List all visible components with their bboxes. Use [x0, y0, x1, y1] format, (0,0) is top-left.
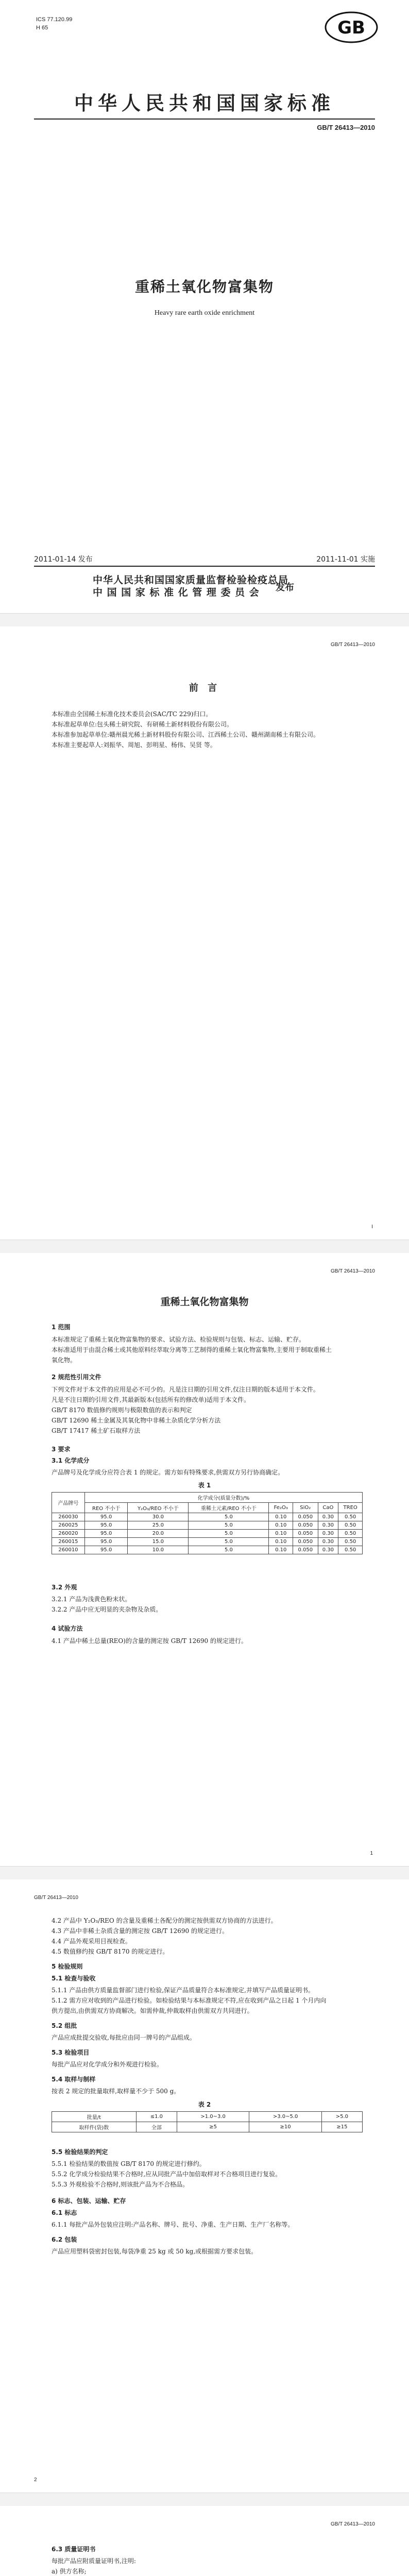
table-cell: 95.0: [84, 1546, 127, 1554]
issuers: [93, 574, 288, 599]
table-cell: 0.10: [269, 1538, 293, 1546]
table-cell: 5.0: [189, 1521, 269, 1530]
section-heading: 3 要求: [52, 1446, 71, 1453]
body-line: 产品牌号及化学成分应符合表 1 的规定。需方如有特殊要求,供需双方另行协商确定。: [52, 1469, 284, 1476]
section-body: [52, 1985, 363, 2016]
table-cell: 0.050: [293, 1513, 318, 1521]
cover-rule-bottom: [34, 566, 375, 567]
table-cell: 0.050: [293, 1530, 318, 1538]
table-cell: 0.050: [293, 1538, 318, 1546]
table-cell: 0.10: [269, 1546, 293, 1554]
running-head: GB/T 26413—2010: [331, 1268, 375, 1274]
running-head: GB/T 26413—2010: [331, 2521, 375, 2527]
composition-table: [52, 1492, 363, 1554]
foreword-page: [0, 626, 409, 1240]
section-body: [52, 1467, 363, 1478]
table-cell: ≥5: [177, 2122, 249, 2132]
page-separator: [0, 1240, 409, 1254]
body-line: 供方提出,由供需双方协商解决。如需仲裁,仲裁取样由供需双方共同进行。: [52, 2007, 253, 2014]
body-line: GB/T 12690 稀土金属及其氧化物中非稀土杂质化学分析方法: [52, 1417, 221, 1424]
body-line: 产品应用塑料袋密封包装,每袋净重 25 kg 或 50 kg,或根据需方要求包装。: [52, 2248, 258, 2255]
subsection-heading: 6.3 质量证明书: [52, 2546, 96, 2553]
issuer-2: 中 国 国 家 标 准 化 管 理 委 员 会: [93, 587, 260, 598]
sampling-table: [52, 2111, 363, 2132]
table-cell: 95.0: [84, 1513, 127, 1521]
table-cell: 0.50: [338, 1513, 363, 1521]
table-caption: 表 1: [198, 1482, 211, 1489]
content-page-2: [0, 1879, 409, 2493]
foreword-para: 本标准起草单位:包头稀土研究院、有研稀土新材料股份有限公司。: [52, 721, 233, 728]
subsection-heading: 3.1 化学成分: [52, 1457, 90, 1464]
body-line: 凡是不注日期的引用文件,其最新版本(包括所有的修改单)适用于本文件。: [52, 1396, 250, 1403]
section-body: [52, 2159, 363, 2190]
section-body: [52, 2086, 363, 2096]
body-line: 4.5 数值修约按 GB/T 8170 的规定进行。: [52, 1948, 169, 1955]
page-separator: [0, 1866, 409, 1880]
table-cell: 0.10: [269, 1513, 293, 1521]
table-cell: 0.30: [318, 1513, 338, 1521]
table-row: [52, 1530, 363, 1538]
table-cell: 260015: [52, 1538, 85, 1546]
table-cell: 0.30: [318, 1538, 338, 1546]
table-cell: 0.050: [293, 1521, 318, 1530]
subsection-heading: 5.1 检查与验收: [52, 1975, 96, 1982]
table-cell: 25.0: [128, 1521, 189, 1530]
implement-date: 2011-11-01 实施: [316, 555, 375, 564]
body-line: 下列文件对于本文件的应用是必不可少的。凡是注日期的引用文件,仅注日期的版本适用于本文件。: [52, 1386, 319, 1393]
body-line: 4.2 产品中 Y₂O₃/REO 的含量及重稀土各配分的测定按供需双方协商的方法进行。: [52, 1917, 277, 1924]
table-header: TREO: [338, 1503, 363, 1513]
subsection-heading: 5.2 组批: [52, 2022, 77, 2029]
running-head: GB/T 26413—2010: [34, 1895, 78, 1901]
body-line: 每批产品应附质量证明书,注明:: [52, 2557, 136, 2565]
page-number: 2: [34, 2477, 37, 2483]
body-line: 氧化物。: [52, 1357, 77, 1364]
body-line: GB/T 8170 数值修约规则与极限数值的表示和判定: [52, 1406, 192, 1414]
ccs-code: H 65: [36, 25, 48, 31]
page-title: 重稀土氧化物富集物: [160, 1296, 249, 1308]
ics-code: ICS 77.120.99: [36, 16, 73, 23]
body-line: 4.4 产品外观采用目视检查。: [52, 1938, 131, 1945]
table-header: >3.0~5.0: [249, 2112, 321, 2122]
body-line: 3.2.2 产品中应无明显的夹杂物及杂质。: [52, 1606, 162, 1613]
document-title-en: Heavy rare earth oxide enrichment: [154, 309, 255, 317]
table-cell: 95.0: [84, 1521, 127, 1530]
document-title-cn: 重稀土氧化物富集物: [134, 278, 274, 295]
page-number: 1: [370, 1851, 373, 1856]
table-cell: 95.0: [84, 1538, 127, 1546]
list-item: a) 供方名称;: [52, 2568, 87, 2575]
body-line: 按表 2 规定的批量取样,取样量不少于 500 g。: [52, 2088, 180, 2095]
body-line: GB/T 17417 稀土矿石取样方法: [52, 1427, 141, 1434]
table-cell: 5.0: [189, 1538, 269, 1546]
section-body: [52, 1594, 363, 1615]
standard-name: 中华人民共和国国家标准: [74, 92, 335, 114]
table-cell: 0.10: [269, 1521, 293, 1530]
foreword-body: [52, 709, 363, 750]
table-row: [52, 1546, 363, 1554]
gb-logo-icon: [325, 11, 378, 43]
table-row: [52, 1538, 363, 1546]
table-cell: 0.50: [338, 1546, 363, 1554]
body-line: 5.1.2 需方应对收到的产品进行检验。如检验结果与本标准规定不符,应在收到产品之日起 1 个月内向: [52, 1997, 327, 2004]
section-body: [52, 2219, 363, 2230]
section-body: [52, 2032, 363, 2043]
section-heading: 2 规范性引用文件: [52, 1374, 101, 1381]
issue-word: 发布: [276, 582, 294, 593]
table-row: [52, 2122, 363, 2132]
table-cell: ≥10: [249, 2122, 321, 2132]
table-row: [52, 1513, 363, 1521]
table-cell: 15.0: [128, 1538, 189, 1546]
table-cell: 0.50: [338, 1538, 363, 1546]
table-cell: 260010: [52, 1546, 85, 1554]
table-cell: 20.0: [128, 1530, 189, 1538]
table-header: Y₂O₃/REO 不小于: [128, 1503, 189, 1513]
table-cell: 0.50: [338, 1521, 363, 1530]
subsection-heading: 5.5 检验结果的判定: [52, 2148, 108, 2156]
section-heading: 5 检验规则: [52, 1963, 83, 1970]
body-line: 产品应成批提交验收,每批应由同一牌号的产品组成。: [52, 2034, 196, 2041]
table-cell: 取样件(袋)数: [52, 2122, 137, 2132]
table-cell: 5.0: [189, 1546, 269, 1554]
body-line: 5.5.2 化学成分检验结果不合格时,应从同批产品中加倍取样对不合格项目进行复验。: [52, 2171, 282, 2178]
table-row: [52, 1521, 363, 1530]
body-line: 4.3 产品中非稀土杂质含量的测定按 GB/T 12690 的规定进行。: [52, 1927, 228, 1935]
subsection-heading: 5.4 取样与制样: [52, 2076, 96, 2083]
table-header: 化学成分(质量分数)/%: [84, 1493, 362, 1503]
body-line: 每批产品应对化学成分和外观进行检验。: [52, 2061, 163, 2068]
table-cell: 260030: [52, 1513, 85, 1521]
body-line: 本标准适用于由混合稀土或其他原料经萃取分离等工艺制得的重稀土氧化物富集物,主要用于制取重稀土: [52, 1346, 332, 1353]
classification-codes: [36, 15, 72, 32]
table-header: 重稀土元素/REO 不小于: [189, 1503, 269, 1513]
cover-page: [0, 0, 409, 613]
body-line: 4.1 产品中稀土总量(REO)的含量的测定按 GB/T 12690 的规定进行。: [52, 1637, 247, 1645]
subsection-heading: 5.3 检验项目: [52, 2049, 90, 2056]
subsection-heading: 6.2 包装: [52, 2236, 77, 2243]
content-page-3: [0, 2506, 409, 2576]
section-heading: 1 范围: [52, 1324, 71, 1331]
table-cell: 0.050: [293, 1546, 318, 1554]
table-header: 产品牌号: [52, 1493, 85, 1513]
page-separator: [0, 613, 409, 628]
table-cell: 0.30: [318, 1521, 338, 1530]
table-cell: 0.30: [318, 1546, 338, 1554]
section-body: [52, 1916, 363, 1957]
section-body: [52, 2059, 363, 2070]
table-cell: 0.50: [338, 1530, 363, 1538]
body-line: 5.5.3 外观检验不合格时,则该批产品为不合格品。: [52, 2181, 189, 2188]
section-body: [52, 1636, 363, 1646]
table-cell: 0.10: [269, 1530, 293, 1538]
table-header: CaO: [318, 1503, 338, 1513]
content-page-1: [0, 1253, 409, 1866]
table-cell: 0.30: [318, 1530, 338, 1538]
foreword-title: 前 言: [189, 683, 220, 693]
table-cell: 260020: [52, 1530, 85, 1538]
subsection-heading: 6.1 标志: [52, 2209, 77, 2216]
table-header: SiO₂: [293, 1503, 318, 1513]
running-head: GB/T 26413—2010: [331, 642, 375, 648]
table-cell: 95.0: [84, 1530, 127, 1538]
standard-code: GB/T 26413—2010: [317, 124, 375, 131]
table-cell: ≥15: [321, 2122, 362, 2132]
foreword-para: 本标准参加起草单位:赣州晨光稀土新材料股份有限公司、江西稀土公司、赣州湖南稀土有限公司。: [52, 731, 320, 738]
body-line: 本标准规定了重稀土氧化物富集物的要求、试验方法、检验规则与包装、标志、运输、贮存。: [52, 1336, 305, 1343]
publish-date: 2011-01-14 发布: [34, 555, 93, 564]
table-header: Fe₂O₃: [269, 1503, 293, 1513]
table-header: >1.0~3.0: [177, 2112, 249, 2122]
table-cell: 10.0: [128, 1546, 189, 1554]
section-heading: 4 试验方法: [52, 1625, 83, 1632]
subsection-heading: 3.2 外观: [52, 1584, 77, 1591]
foreword-para: 本标准由全国稀土标准化技术委员会(SAC/TC 229)归口。: [52, 710, 212, 718]
body-line: 3.2.1 产品为浅黄色粉末状。: [52, 1596, 131, 1603]
table-header: REO 不小于: [84, 1503, 127, 1513]
table-caption: 表 2: [198, 2101, 211, 2108]
section-heading: 6 标志、包装、运输、贮存: [52, 2197, 126, 2205]
foreword-para: 本标准主要起草人:刘振华、周旭、彭明星、杨伟、吴贤 等。: [52, 741, 216, 749]
table-cell: 全部: [136, 2122, 177, 2132]
table-cell: 260025: [52, 1521, 85, 1530]
svg-text:GB: GB: [337, 18, 365, 38]
table-header: 批量/t: [52, 2112, 137, 2122]
table-header: >5.0: [321, 2112, 362, 2122]
section-body: [52, 1384, 363, 1436]
section-body: [52, 1334, 363, 1365]
page-separator: [0, 2493, 409, 2507]
table-cell: 5.0: [189, 1513, 269, 1521]
table-cell: 5.0: [189, 1530, 269, 1538]
cover-rule-top: [34, 118, 375, 120]
table-cell: 30.0: [128, 1513, 189, 1521]
section-body: [52, 2556, 363, 2576]
issuer-1: 中华人民共和国国家质量监督检验检疫总局: [93, 574, 289, 586]
body-line: 5.5.1 检验结果的数值按 GB/T 8170 的规定进行修约。: [52, 2160, 206, 2167]
table-header-row: [52, 2112, 363, 2122]
table-header: ≤1.0: [136, 2112, 177, 2122]
page-number: I: [371, 1224, 373, 1230]
body-line: 6.1.1 每批产品外包装应注明:产品名称、牌号、批号、净重、生产日期、生产厂名称等。: [52, 2221, 294, 2228]
section-body: [52, 2246, 363, 2257]
body-line: 5.1.1 产品由供方质量监督部门进行检验,保证产品质量符合本标准规定,并填写产品质量证明书。: [52, 1987, 314, 1994]
